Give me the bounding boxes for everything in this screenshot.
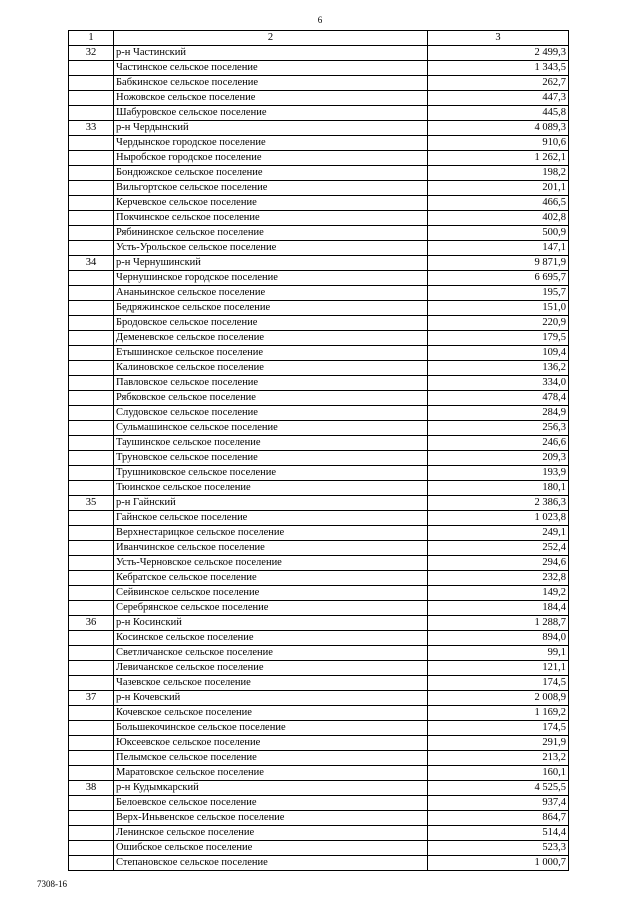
row-value-cell: 478,4: [428, 391, 569, 406]
settlement-row: [69, 526, 569, 541]
row-value-cell: 500,9: [428, 226, 569, 241]
row-number-cell: [69, 151, 114, 166]
settlement-row: [69, 826, 569, 841]
settlement-row: [69, 646, 569, 661]
row-name-cell: Белоевское сельское поселение: [114, 796, 428, 811]
row-value-cell: 445,8: [428, 106, 569, 121]
row-number-cell: 33: [69, 121, 114, 136]
row-number-cell: [69, 766, 114, 781]
row-number-cell: [69, 571, 114, 586]
settlement-row: [69, 856, 569, 871]
row-name-cell: Пелымское сельское поселение: [114, 751, 428, 766]
settlement-row: [69, 61, 569, 76]
row-name-cell: Гайнское сельское поселение: [114, 511, 428, 526]
row-name-cell: р-н Косинский: [114, 616, 428, 631]
row-value-cell: 6 695,7: [428, 271, 569, 286]
row-number-cell: [69, 646, 114, 661]
row-number-cell: [69, 796, 114, 811]
table-header-row: [69, 31, 569, 46]
settlement-row: [69, 361, 569, 376]
table-body: [69, 31, 569, 871]
row-value-cell: 1 169,2: [428, 706, 569, 721]
settlement-row: [69, 706, 569, 721]
row-number-cell: [69, 556, 114, 571]
row-value-cell: 262,7: [428, 76, 569, 91]
row-number-cell: [69, 631, 114, 646]
row-name-cell: Светличанское сельское поселение: [114, 646, 428, 661]
row-value-cell: 1 288,7: [428, 616, 569, 631]
row-value-cell: 252,4: [428, 541, 569, 556]
settlement-row: [69, 466, 569, 481]
row-number-cell: [69, 811, 114, 826]
row-value-cell: 209,3: [428, 451, 569, 466]
row-value-cell: 256,3: [428, 421, 569, 436]
row-value-cell: 291,9: [428, 736, 569, 751]
row-value-cell: 864,7: [428, 811, 569, 826]
settlement-row: [69, 556, 569, 571]
row-number-cell: [69, 841, 114, 856]
row-value-cell: 514,4: [428, 826, 569, 841]
row-name-cell: Иванчинское сельское поселение: [114, 541, 428, 556]
row-number-cell: [69, 721, 114, 736]
row-number-cell: [69, 541, 114, 556]
row-name-cell: Покчинское сельское поселение: [114, 211, 428, 226]
row-name-cell: Чазевское сельское поселение: [114, 676, 428, 691]
row-number-cell: [69, 376, 114, 391]
row-name-cell: Бабкинское сельское поселение: [114, 76, 428, 91]
settlement-row: [69, 316, 569, 331]
row-name-cell: р-н Кудымкарский: [114, 781, 428, 796]
row-number-cell: [69, 391, 114, 406]
settlement-row: [69, 91, 569, 106]
row-name-cell: Чердынское городское поселение: [114, 136, 428, 151]
settlement-row: [69, 661, 569, 676]
row-number-cell: [69, 331, 114, 346]
settlement-row: [69, 136, 569, 151]
row-name-cell: Серебрянское сельское поселение: [114, 601, 428, 616]
row-name-cell: Бродовское сельское поселение: [114, 316, 428, 331]
row-number-cell: [69, 856, 114, 871]
settlement-row: [69, 376, 569, 391]
document-code: 7308-16: [37, 879, 67, 889]
row-name-cell: Ныробское городское поселение: [114, 151, 428, 166]
row-number-cell: [69, 241, 114, 256]
row-value-cell: 9 871,9: [428, 256, 569, 271]
row-name-cell: Шабуровское сельское поселение: [114, 106, 428, 121]
row-name-cell: Ошибское сельское поселение: [114, 841, 428, 856]
row-value-cell: 193,9: [428, 466, 569, 481]
settlement-row: [69, 451, 569, 466]
row-name-cell: Бондюжское сельское поселение: [114, 166, 428, 181]
row-number-cell: 37: [69, 691, 114, 706]
row-value-cell: 910,6: [428, 136, 569, 151]
row-number-cell: [69, 106, 114, 121]
settlement-row: [69, 481, 569, 496]
settlement-row: [69, 106, 569, 121]
row-value-cell: 1 262,1: [428, 151, 569, 166]
row-number-cell: 36: [69, 616, 114, 631]
settlement-row: [69, 511, 569, 526]
row-value-cell: 1 343,5: [428, 61, 569, 76]
settlement-row: [69, 631, 569, 646]
row-number-cell: [69, 601, 114, 616]
row-number-cell: [69, 211, 114, 226]
row-name-cell: Бедряжинское сельское поселение: [114, 301, 428, 316]
row-value-cell: 294,6: [428, 556, 569, 571]
row-value-cell: 198,2: [428, 166, 569, 181]
row-name-cell: Левичанское сельское поселение: [114, 661, 428, 676]
row-number-cell: [69, 526, 114, 541]
row-number-cell: [69, 196, 114, 211]
row-number-cell: [69, 751, 114, 766]
row-number-cell: [69, 481, 114, 496]
row-number-cell: [69, 586, 114, 601]
settlement-row: [69, 751, 569, 766]
row-value-cell: 4 525,5: [428, 781, 569, 796]
row-number-cell: [69, 61, 114, 76]
settlement-row: [69, 796, 569, 811]
settlement-row: [69, 406, 569, 421]
row-number-cell: 32: [69, 46, 114, 61]
settlement-row: [69, 586, 569, 601]
row-value-cell: 232,8: [428, 571, 569, 586]
row-name-cell: Слудовское сельское поселение: [114, 406, 428, 421]
row-name-cell: Чернушинское городское поселение: [114, 271, 428, 286]
settlement-row: [69, 301, 569, 316]
district-row: [69, 781, 569, 796]
row-number-cell: [69, 406, 114, 421]
row-value-cell: 99,1: [428, 646, 569, 661]
row-name-cell: Кебратское сельское поселение: [114, 571, 428, 586]
row-name-cell: р-н Частинский: [114, 46, 428, 61]
row-number-cell: 35: [69, 496, 114, 511]
settlement-row: [69, 346, 569, 361]
row-name-cell: Ананьинское сельское поселение: [114, 286, 428, 301]
row-number-cell: [69, 436, 114, 451]
row-value-cell: 1 000,7: [428, 856, 569, 871]
settlement-row: [69, 571, 569, 586]
settlement-row: [69, 676, 569, 691]
row-name-cell: Частинское сельское поселение: [114, 61, 428, 76]
row-name-cell: Деменевское сельское поселение: [114, 331, 428, 346]
row-value-cell: 334,0: [428, 376, 569, 391]
row-value-cell: 174,5: [428, 721, 569, 736]
row-name-cell: Усть-Черновское сельское поселение: [114, 556, 428, 571]
settlement-row: [69, 721, 569, 736]
row-number-cell: [69, 76, 114, 91]
settlement-row: [69, 211, 569, 226]
row-value-cell: 220,9: [428, 316, 569, 331]
column-header-3: 3: [428, 31, 569, 46]
row-name-cell: Рябининское сельское поселение: [114, 226, 428, 241]
row-value-cell: 195,7: [428, 286, 569, 301]
row-value-cell: 894,0: [428, 631, 569, 646]
settlement-row: [69, 541, 569, 556]
settlement-row: [69, 166, 569, 181]
row-name-cell: Тюинское сельское поселение: [114, 481, 428, 496]
row-value-cell: 1 023,8: [428, 511, 569, 526]
settlement-row: [69, 286, 569, 301]
row-name-cell: р-н Чернушинский: [114, 256, 428, 271]
row-number-cell: [69, 451, 114, 466]
row-name-cell: Верх-Иньвенское сельское поселение: [114, 811, 428, 826]
row-value-cell: 246,6: [428, 436, 569, 451]
settlement-row: [69, 766, 569, 781]
district-row: [69, 691, 569, 706]
row-number-cell: 34: [69, 256, 114, 271]
district-row: [69, 121, 569, 136]
row-number-cell: [69, 466, 114, 481]
row-value-cell: 174,5: [428, 676, 569, 691]
row-name-cell: р-н Гайнский: [114, 496, 428, 511]
row-value-cell: 160,1: [428, 766, 569, 781]
settlement-row: [69, 241, 569, 256]
row-number-cell: 38: [69, 781, 114, 796]
row-name-cell: Керчевское сельское поселение: [114, 196, 428, 211]
row-value-cell: 151,0: [428, 301, 569, 316]
row-name-cell: Вильгортское сельское поселение: [114, 181, 428, 196]
row-number-cell: [69, 511, 114, 526]
row-number-cell: [69, 676, 114, 691]
row-number-cell: [69, 421, 114, 436]
row-value-cell: 937,4: [428, 796, 569, 811]
settlement-row: [69, 391, 569, 406]
district-row: [69, 256, 569, 271]
settlement-row: [69, 436, 569, 451]
row-number-cell: [69, 286, 114, 301]
row-value-cell: 447,3: [428, 91, 569, 106]
row-value-cell: 201,1: [428, 181, 569, 196]
row-value-cell: 136,2: [428, 361, 569, 376]
settlement-row: [69, 421, 569, 436]
row-name-cell: Таушинское сельское поселение: [114, 436, 428, 451]
row-value-cell: 466,5: [428, 196, 569, 211]
row-number-cell: [69, 346, 114, 361]
settlement-row: [69, 601, 569, 616]
row-name-cell: Кочевское сельское поселение: [114, 706, 428, 721]
row-name-cell: Павловское сельское поселение: [114, 376, 428, 391]
row-value-cell: 213,2: [428, 751, 569, 766]
row-value-cell: 180,1: [428, 481, 569, 496]
row-value-cell: 179,5: [428, 331, 569, 346]
settlement-row: [69, 811, 569, 826]
settlement-row: [69, 841, 569, 856]
row-name-cell: Усть-Урольское сельское поселение: [114, 241, 428, 256]
settlement-row: [69, 271, 569, 286]
row-name-cell: Трушниковское сельское поселение: [114, 466, 428, 481]
row-value-cell: 249,1: [428, 526, 569, 541]
row-name-cell: Большекочинское сельское поселение: [114, 721, 428, 736]
row-value-cell: 284,9: [428, 406, 569, 421]
row-name-cell: р-н Кочевский: [114, 691, 428, 706]
row-value-cell: 2 386,3: [428, 496, 569, 511]
row-number-cell: [69, 226, 114, 241]
row-number-cell: [69, 91, 114, 106]
row-value-cell: 402,8: [428, 211, 569, 226]
row-number-cell: [69, 736, 114, 751]
settlement-row: [69, 181, 569, 196]
row-name-cell: Етышинское сельское поселение: [114, 346, 428, 361]
row-value-cell: 184,4: [428, 601, 569, 616]
row-value-cell: 149,2: [428, 586, 569, 601]
row-value-cell: 2 008,9: [428, 691, 569, 706]
district-row: [69, 46, 569, 61]
row-value-cell: 109,4: [428, 346, 569, 361]
page-number: 6: [317, 15, 323, 25]
row-number-cell: [69, 316, 114, 331]
row-value-cell: 121,1: [428, 661, 569, 676]
settlement-row: [69, 196, 569, 211]
row-name-cell: Калиновское сельское поселение: [114, 361, 428, 376]
row-number-cell: [69, 361, 114, 376]
row-name-cell: Степановское сельское поселение: [114, 856, 428, 871]
row-name-cell: Сульмашинское сельское поселение: [114, 421, 428, 436]
row-name-cell: Сейвинское сельское поселение: [114, 586, 428, 601]
row-name-cell: Косинское сельское поселение: [114, 631, 428, 646]
settlement-row: [69, 151, 569, 166]
row-value-cell: 147,1: [428, 241, 569, 256]
column-header-1: 1: [69, 31, 114, 46]
row-number-cell: [69, 166, 114, 181]
row-number-cell: [69, 181, 114, 196]
row-name-cell: Верхнестарицкое сельское поселение: [114, 526, 428, 541]
data-table: [68, 30, 569, 871]
row-name-cell: Рябковское сельское поселение: [114, 391, 428, 406]
column-header-2: 2: [114, 31, 428, 46]
row-name-cell: Ленинское сельское поселение: [114, 826, 428, 841]
row-name-cell: Маратовское сельское поселение: [114, 766, 428, 781]
district-row: [69, 496, 569, 511]
row-number-cell: [69, 826, 114, 841]
settlement-row: [69, 736, 569, 751]
settlement-row: [69, 226, 569, 241]
row-name-cell: р-н Чердынский: [114, 121, 428, 136]
row-name-cell: Юксеевское сельское поселение: [114, 736, 428, 751]
row-number-cell: [69, 661, 114, 676]
row-number-cell: [69, 706, 114, 721]
row-name-cell: Труновское сельское поселение: [114, 451, 428, 466]
settlement-row: [69, 331, 569, 346]
row-number-cell: [69, 301, 114, 316]
row-value-cell: 4 089,3: [428, 121, 569, 136]
row-number-cell: [69, 136, 114, 151]
row-name-cell: Ножовское сельское поселение: [114, 91, 428, 106]
settlement-row: [69, 76, 569, 91]
row-value-cell: 523,3: [428, 841, 569, 856]
district-row: [69, 616, 569, 631]
row-number-cell: [69, 271, 114, 286]
row-value-cell: 2 499,3: [428, 46, 569, 61]
